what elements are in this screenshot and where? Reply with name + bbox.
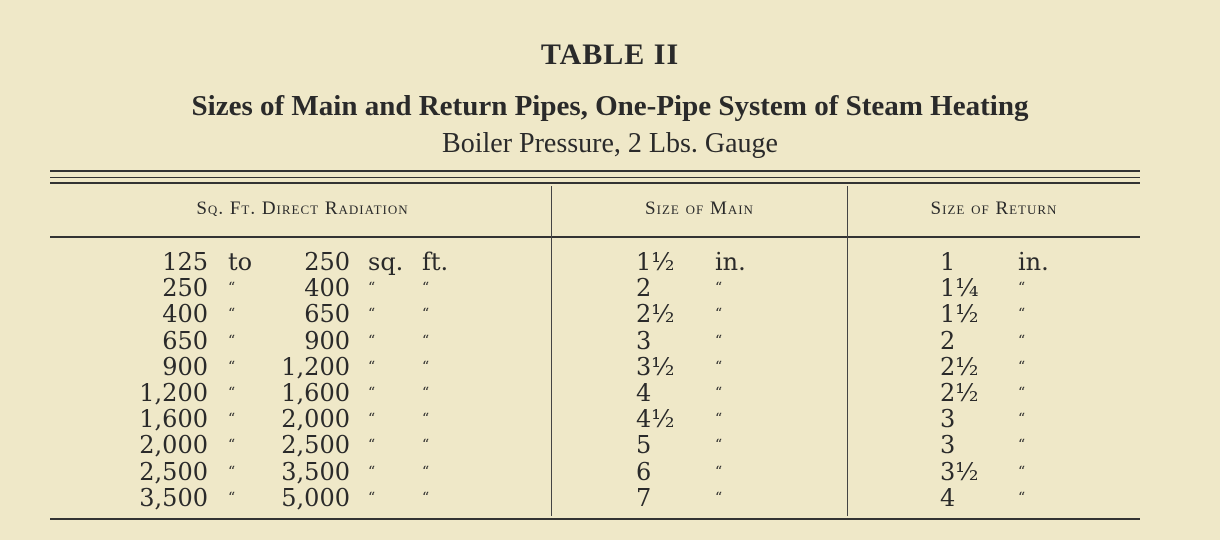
return-unit: “ bbox=[1018, 280, 1026, 297]
radiation-from: 2,000 bbox=[139, 431, 208, 460]
radiation-unit: “ bbox=[368, 437, 376, 454]
radiation-separator: to bbox=[228, 248, 253, 276]
table-row bbox=[0, 485, 1220, 511]
radiation-unit: “ bbox=[422, 411, 430, 428]
radiation-unit: “ bbox=[422, 306, 430, 323]
main-unit: “ bbox=[715, 332, 723, 349]
header-radiation: Sq. Ft. Direct Radiation bbox=[196, 198, 409, 219]
main-size: 3 bbox=[636, 326, 652, 355]
return-unit: “ bbox=[1018, 489, 1026, 506]
radiation-from: 1,200 bbox=[139, 378, 208, 407]
return-unit: “ bbox=[1018, 332, 1026, 349]
radiation-to: 1,600 bbox=[281, 378, 350, 407]
radiation-unit: “ bbox=[422, 358, 430, 375]
top-rule-thin bbox=[50, 177, 1140, 178]
radiation-to: 400 bbox=[304, 274, 350, 303]
radiation-unit: “ bbox=[422, 280, 430, 297]
return-size: 1 bbox=[940, 248, 956, 276]
return-unit: “ bbox=[1018, 306, 1026, 323]
radiation-unit: “ bbox=[368, 384, 376, 401]
return-size: 1¼ bbox=[940, 274, 979, 303]
main-size: 1½ bbox=[636, 248, 675, 276]
main-unit: “ bbox=[715, 437, 723, 454]
radiation-unit: “ bbox=[422, 332, 430, 349]
main-unit: in. bbox=[715, 248, 746, 276]
radiation-unit: “ bbox=[368, 280, 376, 297]
main-size: 5 bbox=[636, 431, 652, 460]
radiation-from: 1,600 bbox=[139, 405, 208, 434]
radiation-separator: “ bbox=[228, 411, 236, 428]
table-condition: Boiler Pressure, 2 Lbs. Gauge bbox=[442, 128, 778, 159]
table-row bbox=[0, 380, 1220, 406]
radiation-from: 400 bbox=[162, 300, 208, 329]
header-return: Size of Return bbox=[930, 198, 1058, 219]
radiation-to: 2,500 bbox=[281, 431, 350, 460]
main-size: 4½ bbox=[636, 405, 675, 434]
radiation-to: 2,000 bbox=[281, 405, 350, 434]
return-size: 3½ bbox=[940, 457, 979, 486]
radiation-from: 650 bbox=[162, 326, 208, 355]
main-size: 2 bbox=[636, 274, 652, 303]
radiation-to: 3,500 bbox=[281, 457, 350, 486]
radiation-separator: “ bbox=[228, 437, 236, 454]
table-row bbox=[0, 275, 1220, 301]
radiation-separator: “ bbox=[228, 332, 236, 349]
table-body bbox=[0, 249, 1220, 511]
main-unit: “ bbox=[715, 463, 723, 480]
radiation-separator: “ bbox=[228, 280, 236, 297]
radiation-to: 250 bbox=[304, 248, 350, 276]
table-row bbox=[0, 432, 1220, 458]
header-top-rule bbox=[50, 182, 1140, 184]
main-size: 7 bbox=[636, 483, 652, 512]
return-size: 2 bbox=[940, 326, 956, 355]
radiation-unit: “ bbox=[368, 358, 376, 375]
return-size: 2½ bbox=[940, 378, 979, 407]
return-unit: “ bbox=[1018, 358, 1026, 375]
top-rule bbox=[50, 170, 1140, 172]
table-row bbox=[0, 249, 1220, 275]
main-unit: “ bbox=[715, 489, 723, 506]
table-subtitle: Sizes of Main and Return Pipes, One-Pipe System of Steam Heating bbox=[191, 90, 1029, 122]
main-unit: “ bbox=[715, 306, 723, 323]
main-unit: “ bbox=[715, 358, 723, 375]
radiation-unit: “ bbox=[368, 411, 376, 428]
bottom-rule bbox=[50, 518, 1140, 520]
radiation-unit: “ bbox=[368, 332, 376, 349]
table-row bbox=[0, 459, 1220, 485]
header-bottom-rule bbox=[50, 236, 1140, 238]
return-unit: “ bbox=[1018, 437, 1026, 454]
radiation-from: 900 bbox=[162, 352, 208, 381]
radiation-separator: “ bbox=[228, 358, 236, 375]
main-size: 6 bbox=[636, 457, 652, 486]
main-size: 3½ bbox=[636, 352, 675, 381]
radiation-unit: “ bbox=[422, 437, 430, 454]
header-main: Size of Main bbox=[645, 198, 754, 219]
main-unit: “ bbox=[715, 280, 723, 297]
return-size: 1½ bbox=[940, 300, 979, 329]
radiation-to: 1,200 bbox=[281, 352, 350, 381]
radiation-separator: “ bbox=[228, 306, 236, 323]
radiation-unit: “ bbox=[422, 489, 430, 506]
radiation-unit: “ bbox=[422, 384, 430, 401]
radiation-separator: “ bbox=[228, 463, 236, 480]
radiation-to: 900 bbox=[304, 326, 350, 355]
table-row bbox=[0, 301, 1220, 327]
radiation-unit: sq. bbox=[368, 248, 404, 276]
radiation-unit: “ bbox=[368, 489, 376, 506]
return-size: 3 bbox=[940, 431, 956, 460]
table-title: TABLE II bbox=[540, 38, 680, 71]
radiation-from: 125 bbox=[162, 248, 208, 276]
radiation-unit: “ bbox=[368, 463, 376, 480]
radiation-unit: “ bbox=[422, 463, 430, 480]
radiation-unit: “ bbox=[368, 306, 376, 323]
radiation-to: 650 bbox=[304, 300, 350, 329]
main-unit: “ bbox=[715, 411, 723, 428]
table-row bbox=[0, 406, 1220, 432]
return-size: 2½ bbox=[940, 352, 979, 381]
radiation-from: 3,500 bbox=[139, 483, 208, 512]
main-size: 2½ bbox=[636, 300, 675, 329]
main-unit: “ bbox=[715, 384, 723, 401]
return-unit: “ bbox=[1018, 411, 1026, 428]
return-unit: in. bbox=[1018, 248, 1049, 276]
return-unit: “ bbox=[1018, 463, 1026, 480]
main-size: 4 bbox=[636, 378, 652, 407]
table-row bbox=[0, 354, 1220, 380]
radiation-separator: “ bbox=[228, 384, 236, 401]
return-unit: “ bbox=[1018, 384, 1026, 401]
radiation-to: 5,000 bbox=[281, 483, 350, 512]
radiation-from: 250 bbox=[162, 274, 208, 303]
table-row bbox=[0, 328, 1220, 354]
return-size: 4 bbox=[940, 483, 956, 512]
radiation-separator: “ bbox=[228, 489, 236, 506]
radiation-unit: ft. bbox=[422, 248, 449, 276]
return-size: 3 bbox=[940, 405, 956, 434]
radiation-from: 2,500 bbox=[139, 457, 208, 486]
